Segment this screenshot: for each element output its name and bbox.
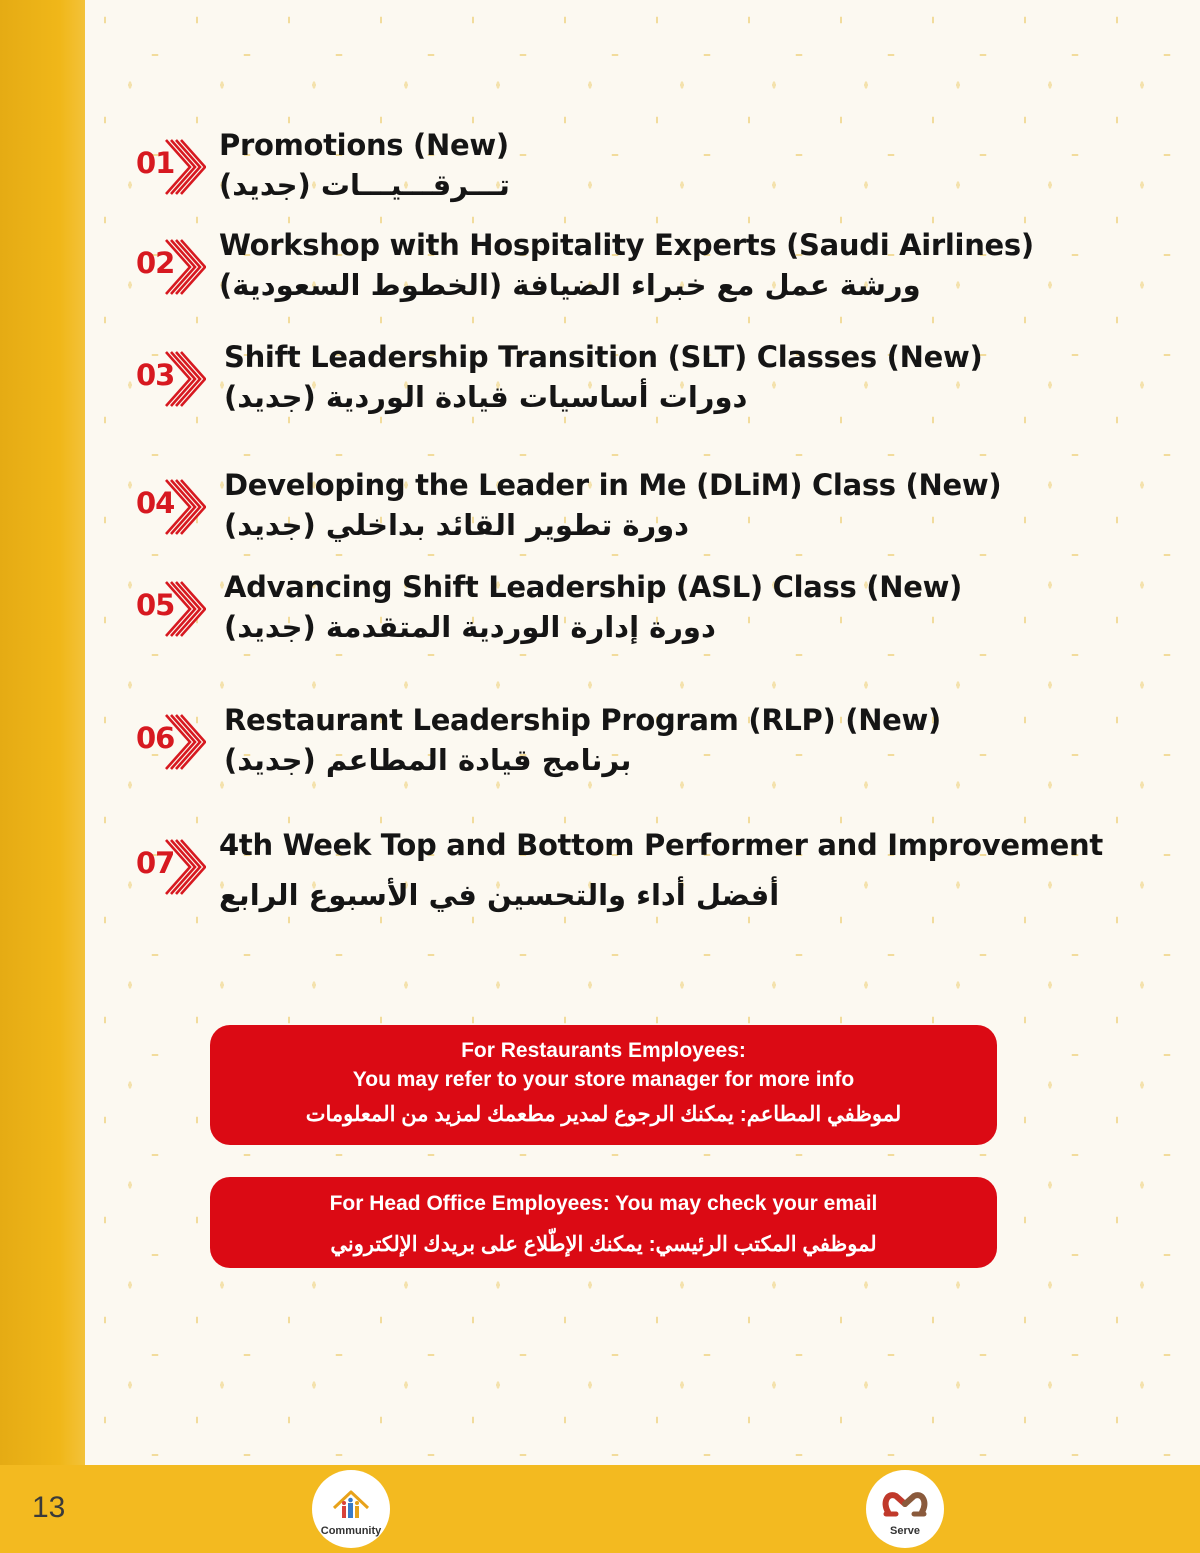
- item-number: 03: [136, 358, 175, 392]
- item-number: 07: [136, 846, 175, 880]
- program-item: [0, 468, 1200, 548]
- chevron-double-icon: [162, 348, 206, 410]
- program-item: [0, 228, 1200, 308]
- item-number: 01: [136, 146, 175, 180]
- item-title-ar: تـــرقـــيـــات (جديد): [219, 168, 510, 202]
- item-title-en: Restaurant Leadership Program (RLP) (New): [224, 703, 941, 737]
- item-number: 04: [136, 486, 175, 520]
- restaurant-box-line2: You may refer to your store manager for more info: [352, 1068, 855, 1091]
- community-label: Community: [320, 1525, 382, 1537]
- program-item: [0, 703, 1200, 783]
- item-title-ar: أفضل أداء والتحسين في الأسبوع الرابع: [219, 878, 780, 912]
- head-office-employees-box: [210, 1177, 997, 1268]
- page-number: 13: [32, 1491, 66, 1524]
- office-box-line2: لموظفي المكتب الرئيسي: يمكنك الإطّلاع على بريدك الإلكتروني: [330, 1233, 877, 1256]
- item-title-ar: برنامج قيادة المطاعم (جديد): [224, 743, 632, 777]
- community-badge: [312, 1470, 390, 1548]
- item-title-ar: دورة تطوير القائد بداخلي (جديد): [224, 508, 690, 542]
- item-title-en: Developing the Leader in Me (DLiM) Class (New): [224, 468, 1002, 502]
- item-title-ar: ورشة عمل مع خبراء الضيافة (الخطوط السعودية): [219, 268, 921, 302]
- program-item: [0, 570, 1200, 650]
- item-title-en: 4th Week Top and Bottom Performer and Improvement: [219, 828, 1103, 862]
- chevron-double-icon: [162, 836, 206, 898]
- item-title-ar: دورة إدارة الوردية المتقدمة (جديد): [224, 610, 716, 644]
- chevron-double-icon: [162, 476, 206, 538]
- serve-label: Serve: [890, 1525, 920, 1537]
- restaurant-box-line3: لموظفي المطاعم: يمكنك الرجوع لمدير مطعمك لمزيد من المعلومات: [305, 1103, 902, 1126]
- item-number: 06: [136, 721, 175, 755]
- item-title-en: Promotions (New): [219, 128, 509, 162]
- program-item: [0, 128, 1200, 208]
- restaurant-employees-box: [210, 1025, 997, 1145]
- community-house-icon: [312, 1476, 390, 1532]
- serve-hands-heart-icon: [866, 1476, 944, 1532]
- item-title-en: Shift Leadership Transition (SLT) Classes (New): [224, 340, 983, 374]
- serve-badge: [866, 1470, 944, 1548]
- chevron-double-icon: [162, 578, 206, 640]
- item-title-en: Workshop with Hospitality Experts (Saudi Airlines): [219, 228, 1034, 262]
- item-number: 05: [136, 588, 175, 622]
- chevron-double-icon: [162, 711, 206, 773]
- item-title-en: Advancing Shift Leadership (ASL) Class (New): [224, 570, 963, 604]
- chevron-double-icon: [162, 136, 206, 198]
- office-box-line1: For Head Office Employees: You may check your email: [329, 1192, 878, 1215]
- chevron-double-icon: [162, 236, 206, 298]
- program-item: [0, 340, 1200, 420]
- footer-bar: [0, 1465, 1200, 1553]
- item-title-ar: دورات أساسيات قيادة الوردية (جديد): [224, 380, 748, 414]
- program-item: [0, 828, 1200, 912]
- restaurant-box-line1: For Restaurants Employees:: [461, 1039, 746, 1062]
- item-number: 02: [136, 246, 175, 280]
